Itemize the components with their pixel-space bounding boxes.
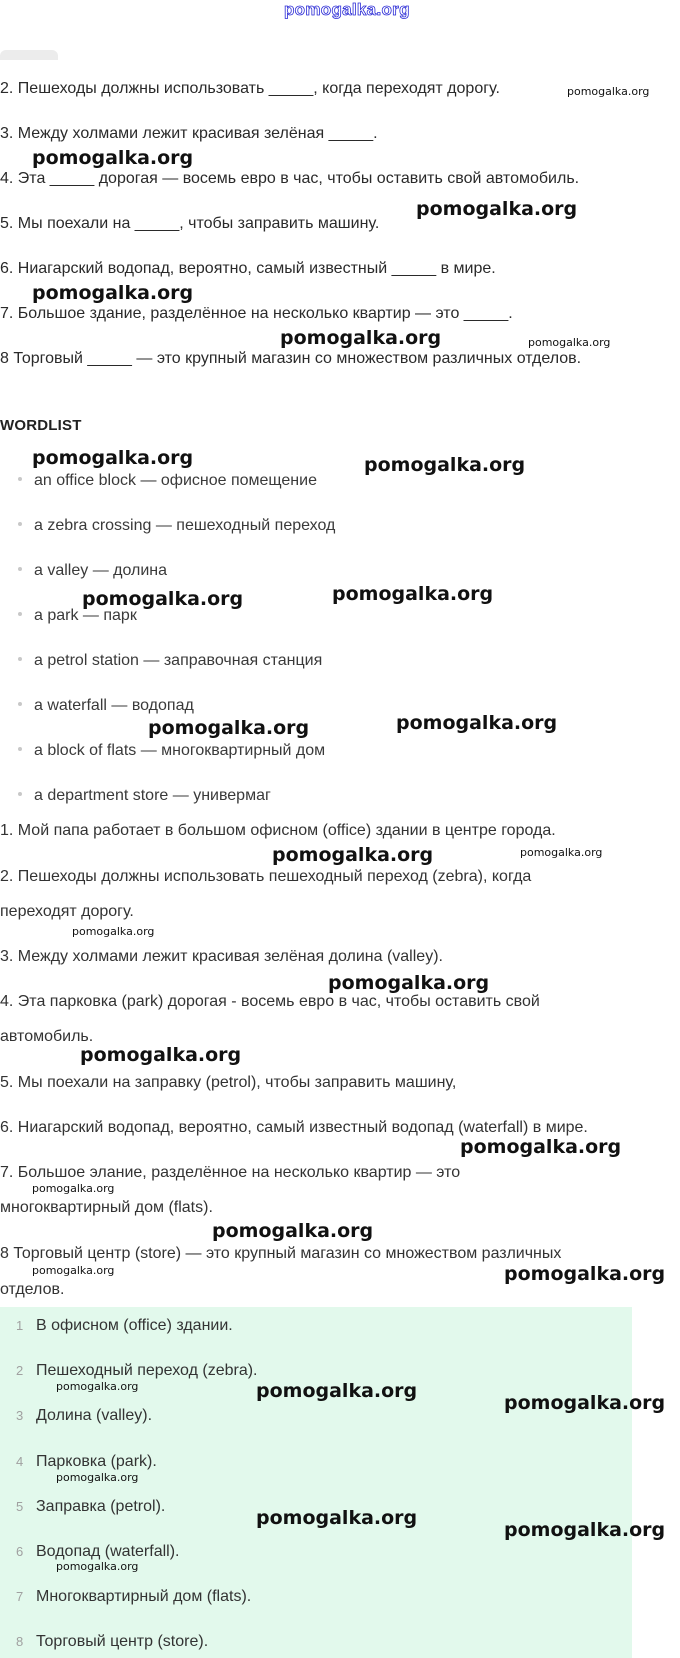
short-answer-text: Парковка (park). [36, 1453, 157, 1470]
short-answer-number: 3 [16, 1408, 24, 1423]
watermark: pomogalka.org [504, 1263, 666, 1285]
short-answer-item [16, 1453, 157, 1471]
answer-line: 1. Мой папа работает в большом офисном (office) здании в центре города. [0, 822, 556, 839]
bullet-icon [18, 747, 22, 751]
watermark: pomogalka.org [256, 1507, 418, 1529]
watermark: pomogalka.org [504, 1519, 666, 1541]
watermark: pomogalka.org [520, 846, 603, 859]
bullet-icon [18, 522, 22, 526]
wordlist-item-text: a petrol station — заправочная станция [34, 652, 323, 669]
short-answer-item [16, 1543, 179, 1561]
bullet-icon [18, 702, 22, 706]
short-answer-text: Многоквартирный дом (flats). [36, 1588, 252, 1605]
answer-line: 3. Между холмами лежит красивая зелёная долина (valley). [0, 948, 443, 965]
wordlist-item [18, 472, 317, 490]
wordlist-item [18, 697, 194, 715]
wordlist-item-text: a zebra crossing — пешеходный переход [34, 517, 336, 534]
watermark: pomogalka.org [364, 454, 526, 476]
bullet-icon [18, 612, 22, 616]
watermark: pomogalka.org [416, 198, 578, 220]
watermark: pomogalka.org [567, 85, 650, 98]
bullet-icon [18, 477, 22, 481]
wordlist-title: WORDLIST [0, 417, 82, 434]
watermark: pomogalka.org [148, 717, 310, 739]
watermark: pomogalka.org [332, 583, 494, 605]
watermark: pomogalka.org [32, 1264, 115, 1277]
watermark: pomogalka.org [80, 1044, 242, 1066]
short-answer-number: 5 [16, 1499, 24, 1514]
answer-line: 4. Эта парковка (park) дорогая - восемь евро в час, чтобы оставить свой [0, 993, 540, 1010]
question-5: 5. Мы поехали на _____, чтобы заправить машину. [0, 215, 380, 232]
wordlist-item-text: a park — парк [34, 607, 137, 624]
watermark: pomogalka.org [32, 282, 194, 304]
watermark: pomogalka.org [504, 1392, 666, 1414]
question-3: 3. Между холмами лежит красивая зелёная _____. [0, 125, 378, 142]
question-2: 2. Пешеходы должны использовать _____, когда переходят дорогу. [0, 80, 500, 97]
watermark: pomogalka.org [256, 1380, 418, 1402]
question-7: 7. Большое здание, разделённое на несколько квартир — это _____. [0, 305, 513, 322]
short-answer-item [16, 1498, 165, 1516]
answer-line: отделов. [0, 1281, 65, 1298]
wordlist-item-text: a valley — долина [34, 562, 168, 579]
question-4: 4. Эта _____ дорогая — восемь евро в час, чтобы оставить свой автомобиль. [0, 170, 580, 187]
short-answer-number: 6 [16, 1544, 24, 1559]
watermark: pomogalka.org [56, 1560, 139, 1573]
watermark: pomogalka.org [32, 1182, 115, 1195]
watermark: pomogalka.org [396, 712, 558, 734]
wordlist-item [18, 787, 271, 805]
question-6: 6. Ниагарский водопад, вероятно, самый известный _____ в мире. [0, 260, 496, 277]
short-answer-text: Долина (valley). [36, 1407, 153, 1424]
watermark: pomogalka.org [460, 1136, 622, 1158]
wordlist-item [18, 742, 325, 760]
short-answer-item [16, 1317, 233, 1335]
watermark: pomogalka.org [32, 147, 194, 169]
watermark: pomogalka.org [56, 1380, 139, 1393]
bullet-icon [18, 567, 22, 571]
short-answer-item [16, 1633, 208, 1651]
watermark: pomogalka.org [56, 1471, 139, 1484]
short-answer-number: 8 [16, 1634, 24, 1649]
short-answer-number: 2 [16, 1363, 24, 1378]
answer-line: 8 Торговый центр (store) — это крупный магазин со множеством различных [0, 1245, 562, 1262]
wordlist-item-text: an office block — офисное помещение [34, 472, 317, 489]
bullet-icon [18, 792, 22, 796]
answer-line: 6. Ниагарский водопад, вероятно, самый известный водопад (waterfall) в мире. [0, 1119, 588, 1136]
watermark: pomogalka.org [272, 844, 434, 866]
wordlist-item-text: a department store — универмаг [34, 787, 271, 804]
watermark: pomogalka.org [212, 1220, 374, 1242]
wordlist-item [18, 562, 167, 580]
short-answer-item [16, 1362, 257, 1380]
short-answer-text: Заправка (petrol). [36, 1498, 166, 1515]
short-answer-text: Водопад (waterfall). [36, 1543, 180, 1560]
bullet-icon [18, 657, 22, 661]
short-answer-item [16, 1588, 251, 1606]
short-answer-number: 7 [16, 1589, 24, 1604]
watermark: pomogalka.org [280, 327, 442, 349]
watermark: pomogalka.org [72, 925, 155, 938]
watermark: pomogalka.org [82, 588, 244, 610]
short-answer-number: 4 [16, 1454, 24, 1469]
answer-line: многоквартирный дом (flats). [0, 1199, 213, 1216]
answer-line: 2. Пешеходы должны использовать пешеходный переход (zebra), когда [0, 868, 532, 885]
wordlist-item [18, 652, 322, 670]
short-answer-text: В офисном (office) здании. [36, 1317, 233, 1334]
wordlist-item [18, 517, 335, 535]
wordlist-item-text: a block of flats — многоквартирный дом [34, 742, 326, 759]
short-answer-item [16, 1407, 152, 1425]
short-answer-text: Пешеходный переход (zebra). [36, 1362, 258, 1379]
watermark: pomogalka.org [328, 972, 490, 994]
wordlist-item-text: a waterfall — водопад [34, 697, 194, 714]
top-watermark: pomogalka.org [284, 0, 410, 19]
answer-line: переходят дорогу. [0, 903, 134, 920]
answer-line: автомобиль. [0, 1028, 94, 1045]
watermark: pomogalka.org [528, 336, 611, 349]
watermark: pomogalka.org [32, 447, 194, 469]
question-8: 8 Торговый _____ — это крупный магазин со множеством различных отделов. [0, 350, 582, 367]
short-answer-text: Торговый центр (store). [36, 1633, 209, 1650]
short-answer-number: 1 [16, 1318, 24, 1333]
answer-line: 7. Большое элание, разделённое на несколько квартир — это [0, 1164, 461, 1181]
decorative-tab [0, 50, 58, 60]
answer-line: 5. Мы поехали на заправку (petrol), чтобы заправить машину, [0, 1074, 457, 1091]
